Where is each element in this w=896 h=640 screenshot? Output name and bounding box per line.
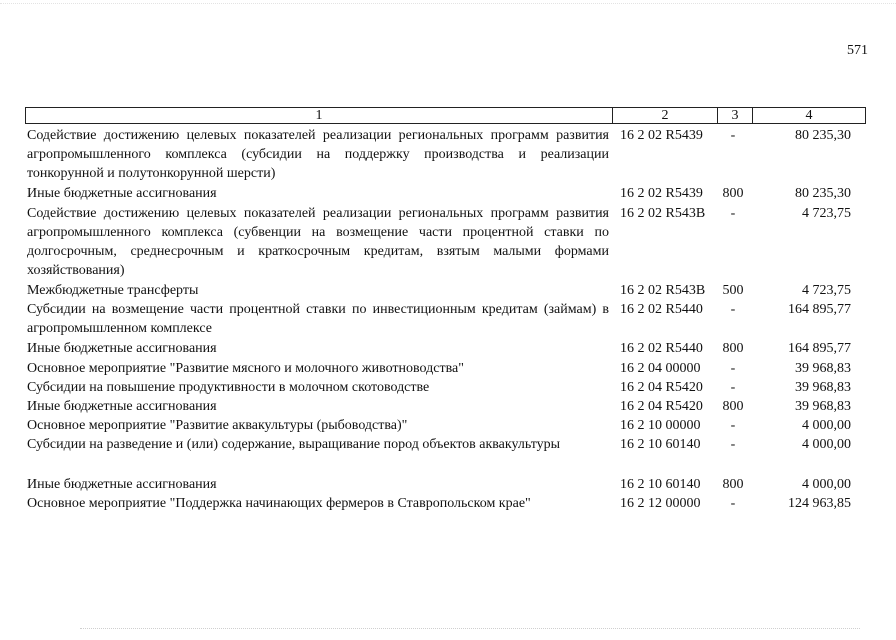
header-col-3: 3 [718, 108, 753, 123]
row-type: - [730, 418, 736, 433]
row-type: - [730, 206, 736, 221]
row-description: Субсидии на разведение и (или) содержание, выращивание пород объектов аквакультуры [27, 437, 561, 452]
row-description: Иные бюджетные ассигнования [27, 341, 217, 356]
row-description: Основное мероприятие "Развитие аквакультуры (рыбоводства)" [27, 418, 408, 433]
row-amount: 39 968,83 [795, 361, 851, 376]
row-amount: 39 968,83 [795, 380, 851, 395]
row-amount: 4 000,00 [802, 477, 851, 492]
row-description: Иные бюджетные ассигнования [27, 399, 217, 414]
table-header [25, 107, 866, 124]
row-type: 800 [722, 477, 744, 492]
row-amount: 80 235,30 [795, 128, 851, 143]
row-amount: 4 723,75 [802, 283, 851, 298]
header-col-2: 2 [613, 108, 718, 123]
row-type: 800 [722, 186, 744, 201]
header-col-4: 4 [805, 108, 813, 123]
row-code: 16 2 10 60140 [620, 437, 701, 452]
scan-edge-artifact [0, 3, 896, 4]
row-amount: 164 895,77 [788, 302, 851, 317]
row-description: Содействие достижению целевых показателей реализации региональных программ развития агропромышленного комплекса (субсидии на поддержку производства и реализации тонкорунной и полутонкорунной шерсти) [27, 128, 609, 181]
row-description: Основное мероприятие "Развитие мясного и молочного животноводства" [27, 361, 464, 376]
row-code: 16 2 04 R5420 [620, 380, 703, 395]
row-amount: 39 968,83 [795, 399, 851, 414]
row-description: Субсидии на повышение продуктивности в молочном скотоводстве [27, 380, 430, 395]
row-amount: 4 000,00 [802, 437, 851, 452]
row-type: - [730, 437, 736, 452]
row-code: 16 2 02 R5440 [620, 302, 703, 317]
row-code: 16 2 10 60140 [620, 477, 701, 492]
row-description: Иные бюджетные ассигнования [27, 186, 217, 201]
row-type: - [730, 380, 736, 395]
row-type: 800 [722, 399, 744, 414]
row-code: 16 2 12 00000 [620, 496, 701, 511]
row-amount: 4 723,75 [802, 206, 851, 221]
row-description: Субсидии на возмещение части процентной ставки по инвестиционным кредитам (займам) в агропромышленном комплексе [27, 302, 609, 336]
row-type: 500 [722, 283, 744, 298]
row-code: 16 2 02 R5439 [620, 186, 703, 201]
row-type: 800 [722, 341, 744, 356]
row-code: 16 2 10 00000 [620, 418, 701, 433]
page-number: 571 [847, 43, 868, 58]
scan-bottom-artifact [80, 628, 860, 629]
header-col-1: 1 [26, 108, 613, 123]
row-description: Межбюджетные трансферты [27, 283, 199, 298]
row-type: - [730, 302, 736, 317]
row-type: - [730, 128, 736, 143]
row-amount: 124 963,85 [788, 496, 851, 511]
row-code: 16 2 02 R5439 [620, 128, 703, 143]
row-description: Иные бюджетные ассигнования [27, 477, 217, 492]
row-code: 16 2 02 R543B [620, 206, 706, 221]
row-amount: 4 000,00 [802, 418, 851, 433]
row-code: 16 2 02 R543B [620, 283, 706, 298]
row-description: Основное мероприятие "Поддержка начинающих фермеров в Ставропольском крае" [27, 496, 531, 511]
row-amount: 80 235,30 [795, 186, 851, 201]
row-amount: 164 895,77 [788, 341, 851, 356]
row-code: 16 2 04 R5420 [620, 399, 703, 414]
row-code: 16 2 04 00000 [620, 361, 701, 376]
row-type: - [730, 496, 736, 511]
row-description: Содействие достижению целевых показателей реализации региональных программ развития агропромышленного комплекса (субвенции на возмещение части процентной ставки по долгосрочным, среднесрочным и краткосрочным кредитам, взятым малыми формами хозяйствования) [27, 206, 609, 278]
row-code: 16 2 02 R5440 [620, 341, 703, 356]
row-type: - [730, 361, 736, 376]
